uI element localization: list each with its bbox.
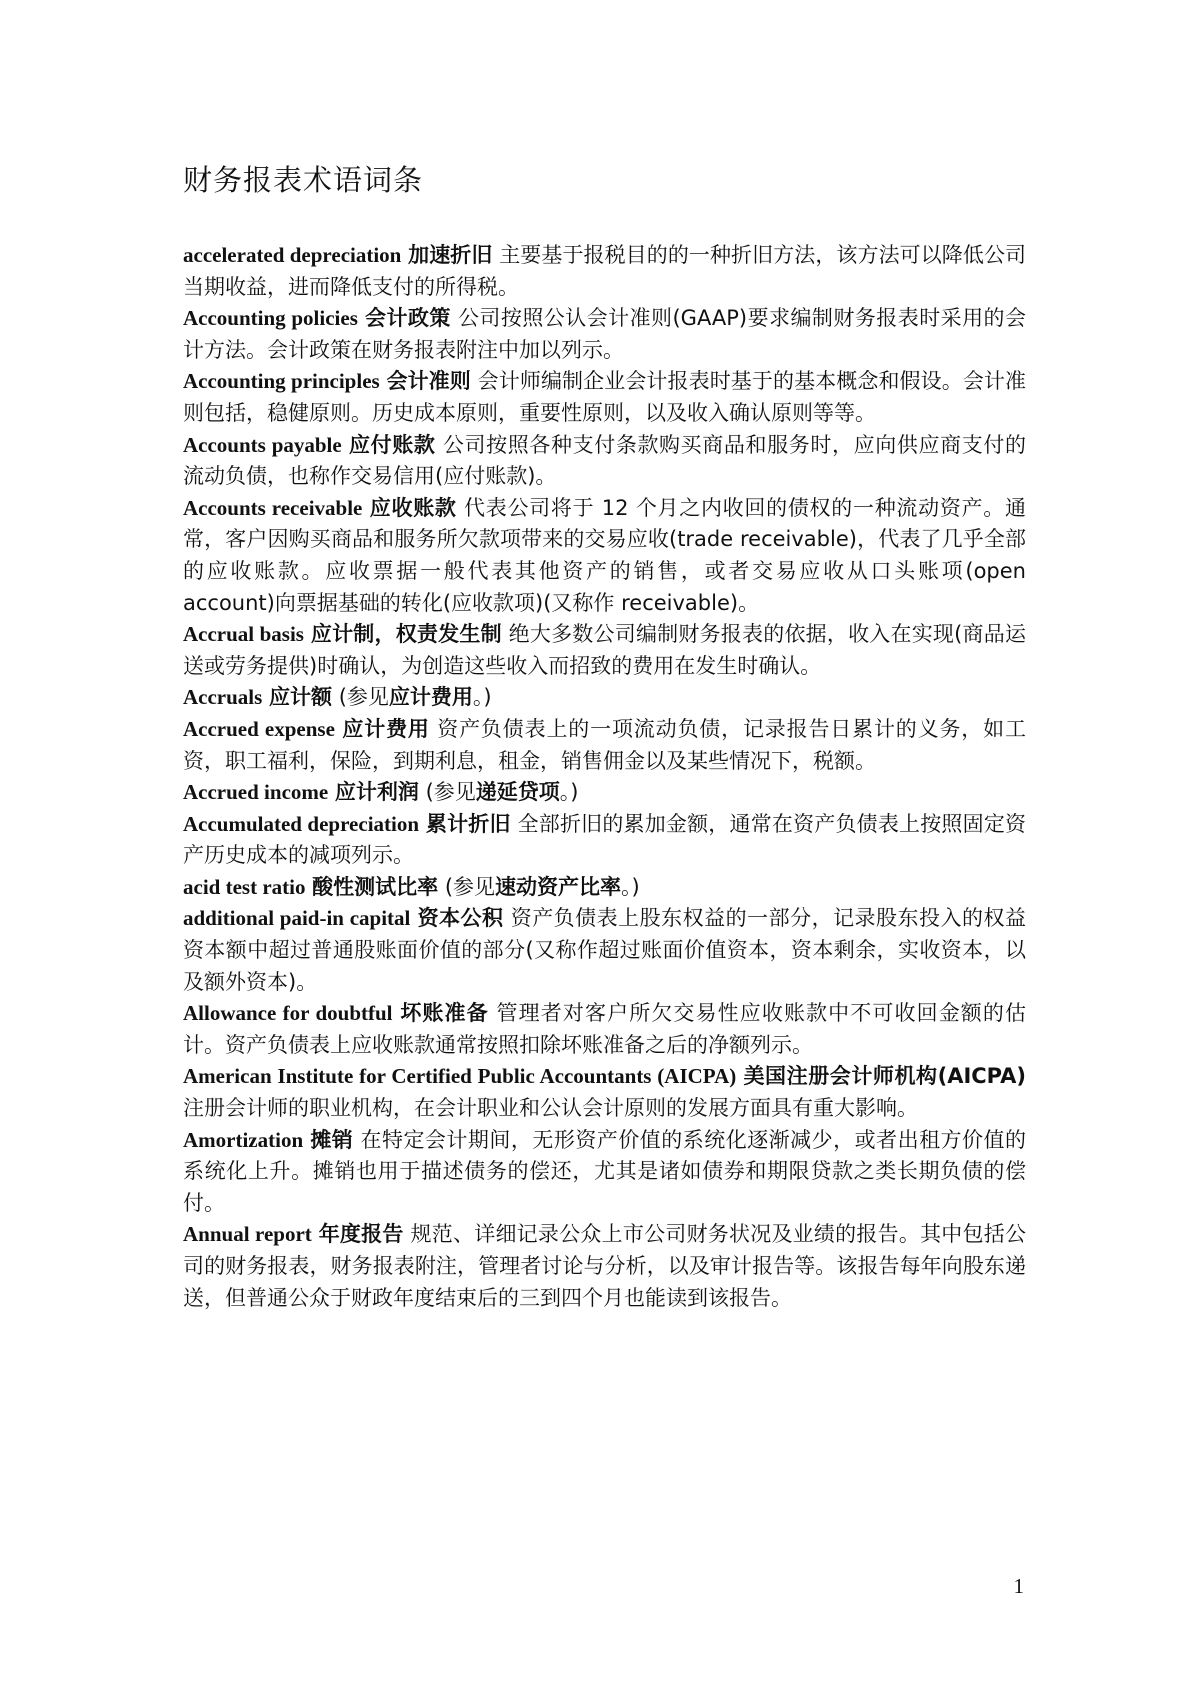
see-also-prefix: (参见	[338, 685, 389, 710]
term-english: additional paid-in capital	[183, 906, 411, 931]
see-also-term: 速动资产比率	[495, 874, 622, 899]
term-definition: 资产负债表上的一项流动负债，记录报告日累计的义务，如工资，职工福利，保险，到期利息，租金，销售佣金以及某些情况下，税额。	[183, 716, 1026, 773]
term-chinese: 美国注册会计师机构(AICPA)	[743, 1064, 1026, 1089]
glossary-entry	[183, 1219, 1026, 1314]
glossary-entry	[183, 872, 1026, 904]
term-chinese: 会计准则	[386, 369, 471, 394]
term-english: American Institute for Certified Public Accountants (AICPA)	[183, 1064, 737, 1089]
glossary-entry	[183, 430, 1026, 493]
term-chinese: 应付账款	[349, 432, 436, 457]
term-chinese: 应计额	[269, 685, 333, 710]
term-chinese: 加速折旧	[408, 243, 493, 267]
glossary-entry	[183, 619, 1026, 682]
glossary-entry	[183, 777, 1026, 809]
glossary-entry	[183, 366, 1026, 429]
term-definition: 绝大多数公司编制财务报表的依据，收入在实现(商品运送或劳务提供)时确认，为创造这些收入而招致的费用在发生时确认。	[183, 622, 1026, 678]
see-also-prefix: (参见	[444, 874, 496, 899]
term-chinese: 酸性测试比率	[312, 874, 439, 899]
term-english: Accruals	[183, 685, 263, 710]
term-chinese: 摊销	[310, 1127, 354, 1152]
term-chinese: 应收账款	[369, 495, 457, 520]
glossary-entry	[183, 240, 1026, 303]
term-english: accelerated depreciation	[183, 243, 402, 267]
term-english: Allowance for doubtful	[183, 1001, 393, 1026]
term-definition: 资产负债表上股东权益的一部分，记录股东投入的权益资本额中超过普通股账面价值的部分(又称作超过账面价值资本，资本剩余，实收资本，以及额外资本)。	[183, 906, 1026, 994]
glossary-entry	[183, 303, 1026, 366]
term-english: Accrued expense	[183, 716, 335, 741]
term-chinese: 累计折旧	[425, 811, 511, 836]
term-chinese: 应计费用	[342, 716, 430, 741]
term-definition: 在特定会计期间，无形资产价值的系统化逐渐减少，或者出租方价值的系统化上升。摊销也用于描述债务的偿还，尤其是诸如债券和期限贷款之类长期负债的偿付。	[183, 1127, 1027, 1215]
term-chinese: 坏账准备	[400, 1001, 489, 1026]
term-definition: 会计师编制企业会计报表时基于的基本概念和假设。会计准则包括，稳健原则。历史成本原则，重要性原则，以及收入确认原则等等。	[183, 369, 1027, 425]
glossary-entry	[183, 998, 1026, 1061]
term-english: Annual report	[183, 1222, 312, 1247]
see-also-term: 递延贷项	[475, 780, 560, 805]
glossary-entry	[183, 714, 1026, 777]
see-also-suffix: 。)	[472, 685, 492, 710]
term-english: Accounting policies	[183, 306, 358, 331]
term-definition: 公司按照各种支付条款购买商品和服务时，应向供应商支付的流动负债，也称作交易信用(应付账款)。	[183, 432, 1027, 489]
term-english: Accrued income	[183, 780, 329, 805]
see-also-prefix: (参见	[425, 780, 476, 805]
term-chinese: 年度报告	[318, 1222, 404, 1247]
glossary-entry-list	[183, 240, 1026, 1314]
term-english: Accounting principles	[183, 369, 380, 394]
term-definition: 管理者对客户所欠交易性应收账款中不可收回金额的估计。资产负债表上应收账款通常按照扣除坏账准备之后的净额列示。	[183, 1001, 1027, 1057]
term-english: Accrual basis	[183, 622, 304, 647]
page-number: 1	[1013, 1574, 1024, 1598]
term-english: Accounts payable	[183, 432, 342, 457]
glossary-entry	[183, 1125, 1026, 1220]
term-chinese: 会计政策	[365, 306, 451, 331]
term-english: Accounts receivable	[183, 495, 363, 520]
term-english: Amortization	[183, 1127, 304, 1152]
term-chinese: 资本公积	[417, 906, 504, 931]
see-also-term: 应计费用	[388, 685, 473, 710]
term-definition: 代表公司将于 12 个月之内收回的债权的一种流动资产。通常，客户因购买商品和服务所欠款项带来的交易应收(trade receivable)，代表了几乎全部的应收账款。应收票据一般代表其他资产的销售，或者交易应收从口头账项(open account)向票据基础的转化(应收款项)(又称作 receivable)。	[183, 495, 1026, 615]
glossary-entry	[183, 1061, 1026, 1124]
term-definition: 主要基于报税目的的一种折旧方法，该方法可以降低公司当期收益，进而降低支付的所得税。	[183, 243, 1027, 299]
glossary-entry	[183, 493, 1026, 619]
term-chinese: 应计制，权责发生制	[310, 622, 502, 647]
term-definition: 规范、详细记录公众上市公司财务状况及业绩的报告。其中包括公司的财务报表，财务报表附注，管理者讨论与分析，以及审计报告等。该报告每年向股东递送，但普通公众于财政年度结束后的三到四个月也能读到该报告。	[183, 1222, 1026, 1310]
glossary-entry	[183, 682, 1026, 714]
glossary-entry	[183, 903, 1026, 998]
see-also-suffix: 。)	[559, 780, 579, 805]
term-definition: 注册会计师的职业机构，在会计职业和公认会计原则的发展方面具有重大影响。	[183, 1096, 918, 1121]
term-definition: 全部折旧的累加金额，通常在资产负债表上按照固定资产历史成本的减项列示。	[183, 811, 1027, 868]
glossary-entry	[183, 809, 1026, 872]
term-english: Accumulated depreciation	[183, 811, 420, 836]
term-definition: 公司按照公认会计准则(GAAP)要求编制财务报表时采用的会计方法。会计政策在财务报表附注中加以列示。	[183, 306, 1027, 362]
page-title: 财务报表术语词条	[183, 163, 424, 197]
term-english: acid test ratio	[183, 874, 306, 899]
term-chinese: 应计利润	[334, 780, 419, 805]
see-also-suffix: 。)	[621, 874, 640, 899]
